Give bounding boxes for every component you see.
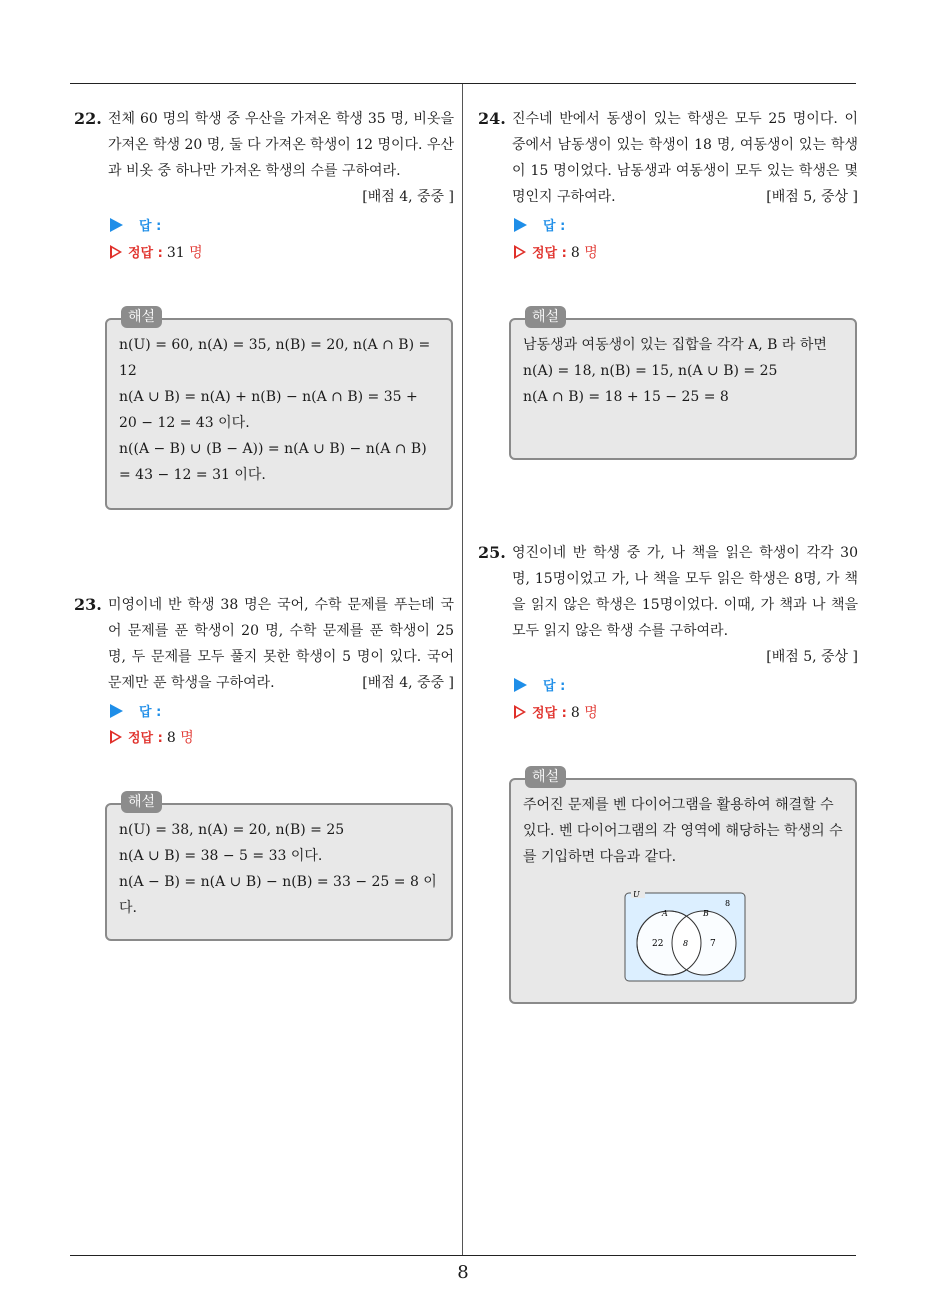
correct-label: 정답 : bbox=[128, 731, 163, 746]
solution-tag: 해설 bbox=[121, 791, 162, 813]
answer-input-22[interactable] bbox=[110, 216, 161, 237]
play-icon bbox=[110, 218, 123, 232]
problem-number: 22. bbox=[74, 109, 102, 128]
solution-line: n((A − B) ∪ (B − A)) = n(A ∪ B) − n(A ∩ B) = 43 − 12 = 31 이다. bbox=[119, 441, 427, 483]
correct-answer-25 bbox=[514, 703, 598, 724]
solution-line: n(A ∪ B) = n(A) + n(B) − n(A ∩ B) = 35 + 20 − 12 = 43 이다. bbox=[119, 389, 418, 431]
play-icon bbox=[514, 218, 527, 232]
answer-input-23[interactable] bbox=[110, 702, 161, 723]
problem-text: 미영이네 반 학생 38 명은 국어, 수학 문제를 푸는데 국어 문제를 푼 학생이 20 명, 수학 문제를 푼 학생이 25 명, 두 문제를 모두 풀지 못한 학생이 5 명이 있다. 국어 문제만 푼 학생을 구하여라. bbox=[108, 597, 454, 691]
correct-label: 정답 : bbox=[532, 706, 567, 721]
solution-line: 주어진 문제를 벤 다이어그램을 활용하여 해결할 수 있다. 벤 다이어그램의 각 영역에 해당하는 학생의 수를 기입하면 다음과 같다. bbox=[523, 797, 843, 865]
answer-label: 답 : bbox=[139, 705, 162, 720]
solution-line: n(A ∪ B) = 38 − 5 = 33 이다. bbox=[119, 848, 323, 864]
correct-answer-23 bbox=[110, 728, 194, 749]
top-rule bbox=[70, 83, 856, 84]
problem-23 bbox=[74, 592, 454, 696]
venn-universe-label: U bbox=[633, 890, 640, 899]
answer-input-25[interactable] bbox=[514, 676, 565, 697]
solution-box-24 bbox=[509, 309, 857, 460]
problem-25 bbox=[478, 540, 858, 670]
answer-label: 답 : bbox=[543, 219, 566, 234]
problem-meta: [배점 5, 중상 ] bbox=[766, 189, 858, 205]
triangle-outline-icon bbox=[110, 245, 122, 259]
problem-number: 23. bbox=[74, 595, 102, 614]
problem-meta: [배점 4, 중중 ] bbox=[362, 189, 454, 205]
answer-value: 31 bbox=[166, 245, 185, 261]
correct-label: 정답 : bbox=[532, 246, 567, 261]
venn-both-value: 8 bbox=[683, 939, 689, 948]
solution-line: n(U) = 38, n(A) = 20, n(B) = 25 bbox=[119, 822, 345, 838]
correct-answer-22 bbox=[110, 243, 203, 264]
venn-label-b: B bbox=[703, 909, 709, 918]
problem-24 bbox=[478, 106, 858, 210]
problem-text: 진수네 반에서 동생이 있는 학생은 모두 25 명이다. 이 중에서 남동생이 있는 학생이 18 명, 여동생이 있는 학생이 15 명이었다. 남동생과 여동생이 모두 있는 학생은 몇 명인지 구하여라. bbox=[512, 111, 858, 205]
problem-text: 영진이네 반 학생 중 가, 나 책을 읽은 학생이 각각 30 명, 15명이었고 가, 나 책을 모두 읽은 학생은 8명, 가 책을 읽지 않은 학생은 15명이었다. 이때, 가 책과 나 책을 모두 읽지 않은 학생 수를 구하여라. bbox=[512, 545, 858, 639]
solution-tag: 해설 bbox=[525, 306, 566, 328]
solution-line: 남동생과 여동생이 있는 집합을 각각 A, B 라 하면 bbox=[523, 337, 827, 353]
venn-label-a: A bbox=[662, 909, 668, 918]
problem-number: 25. bbox=[478, 543, 506, 562]
answer-value: 8 bbox=[570, 705, 580, 721]
solution-tag: 해설 bbox=[525, 766, 566, 788]
solution-line: n(A ∩ B) = 18 + 15 − 25 = 8 bbox=[523, 389, 729, 405]
answer-label: 답 : bbox=[139, 219, 162, 234]
problem-meta: [배점 4, 중중 ] bbox=[362, 675, 454, 691]
problem-number: 24. bbox=[478, 109, 506, 128]
triangle-outline-icon bbox=[514, 245, 526, 259]
venn-only-a-value: 22 bbox=[652, 939, 664, 949]
venn-set-b bbox=[672, 911, 736, 975]
answer-unit: 명 bbox=[584, 705, 598, 721]
solution-tag: 해설 bbox=[121, 306, 162, 328]
solution-box-23 bbox=[105, 794, 453, 941]
solution-line: n(A) = 18, n(B) = 15, n(A ∪ B) = 25 bbox=[523, 363, 778, 379]
column-divider bbox=[462, 84, 463, 1256]
play-icon bbox=[514, 678, 527, 692]
answer-label: 답 : bbox=[543, 679, 566, 694]
correct-label: 정답 : bbox=[128, 246, 163, 261]
page-number: 8 bbox=[457, 1262, 469, 1283]
problem-meta: [배점 5, 중상 ] bbox=[766, 649, 858, 665]
answer-value: 8 bbox=[570, 245, 580, 261]
solution-box-22 bbox=[105, 309, 453, 510]
answer-input-24[interactable] bbox=[514, 216, 565, 237]
solution-line: n(A − B) = n(A ∪ B) − n(B) = 33 − 25 = 8 이다. bbox=[119, 874, 437, 916]
triangle-outline-icon bbox=[110, 730, 122, 744]
triangle-outline-icon bbox=[514, 705, 526, 719]
answer-unit: 명 bbox=[584, 245, 598, 261]
venn-outside-value: 8 bbox=[725, 899, 731, 908]
answer-value: 8 bbox=[166, 730, 176, 746]
bottom-rule bbox=[70, 1255, 856, 1256]
venn-only-b-value: 7 bbox=[710, 939, 716, 949]
correct-answer-24 bbox=[514, 243, 598, 264]
play-icon bbox=[110, 704, 123, 718]
answer-unit: 명 bbox=[180, 730, 194, 746]
problem-22 bbox=[74, 106, 454, 210]
solution-line: n(U) = 60, n(A) = 35, n(B) = 20, n(A ∩ B) = 12 bbox=[119, 337, 431, 379]
problem-text: 전체 60 명의 학생 중 우산을 가져온 학생 35 명, 비옷을 가져온 학생 20 명, 둘 다 가져온 학생이 12 명이다. 우산과 비옷 중 하나만 가져온 학생의 수를 구하여라. bbox=[108, 111, 454, 179]
solution-box-25 bbox=[509, 769, 857, 1004]
answer-unit: 명 bbox=[189, 245, 203, 261]
venn-diagram bbox=[624, 890, 746, 982]
